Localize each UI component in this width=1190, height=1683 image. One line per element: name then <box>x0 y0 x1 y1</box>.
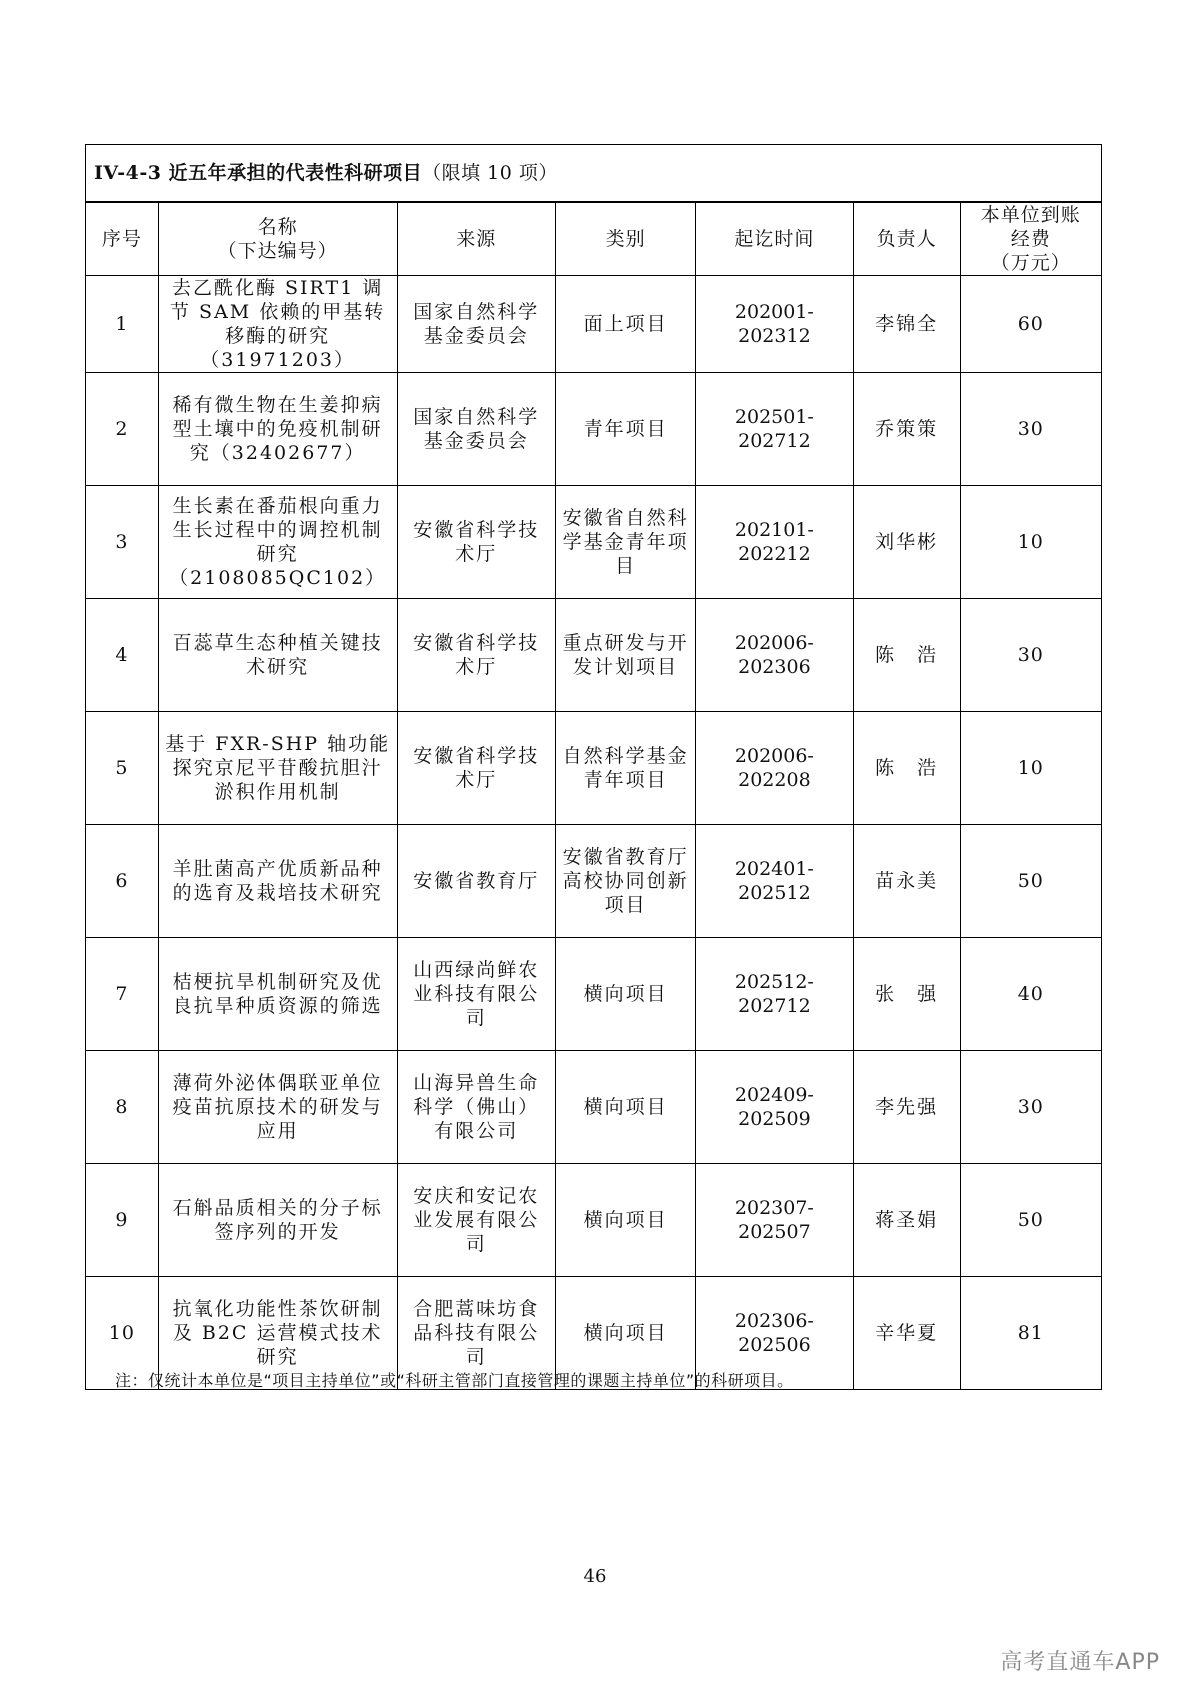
cell-funding: 30 <box>960 373 1101 486</box>
table-row <box>86 373 1102 486</box>
cell-source: 安徽省教育厅 <box>397 825 555 938</box>
cell-leader: 张 强 <box>853 938 960 1051</box>
cell-name: 桔梗抗旱机制研究及优良抗旱种质资源的筛选 <box>158 938 397 1051</box>
header-name <box>158 202 397 276</box>
footnote: 注：仅统计本单位是“项目主持单位”或“科研主管部门直接管理的课题主持单位”的科研项目。 <box>115 1371 794 1390</box>
cell-source: 山海异兽生命科学（佛山）有限公司 <box>397 1051 555 1164</box>
cell-seq: 4 <box>86 599 159 712</box>
cell-period: 202006-202306 <box>696 599 853 712</box>
cell-source: 国家自然科学基金委员会 <box>397 276 555 373</box>
cell-seq: 6 <box>86 825 159 938</box>
cell-source: 安庆和安记农业发展有限公司 <box>397 1164 555 1277</box>
cell-leader: 刘华彬 <box>853 486 960 599</box>
cell-leader: 陈 浩 <box>853 712 960 825</box>
cell-source: 国家自然科学基金委员会 <box>397 373 555 486</box>
cell-funding: 50 <box>960 825 1101 938</box>
table-title <box>86 145 1102 203</box>
header-name-line2: （下达编号） <box>217 240 338 262</box>
header-row <box>86 202 1102 276</box>
cell-funding: 10 <box>960 486 1101 599</box>
cell-funding: 30 <box>960 1051 1101 1164</box>
header-name-line1: 名称 <box>257 216 298 238</box>
cell-category: 横向项目 <box>555 1277 695 1390</box>
cell-seq: 2 <box>86 373 159 486</box>
cell-category: 横向项目 <box>555 1164 695 1277</box>
header-category: 类别 <box>555 202 695 276</box>
cell-seq: 10 <box>86 1277 159 1390</box>
cell-name: 抗氧化功能性茶饮研制及 B2C 运营模式技术研究 <box>158 1277 397 1390</box>
cell-seq: 3 <box>86 486 159 599</box>
header-seq: 序号 <box>86 202 159 276</box>
cell-funding: 30 <box>960 599 1101 712</box>
cell-period: 202501-202712 <box>696 373 853 486</box>
section-code: IV-4-3 <box>94 162 162 184</box>
table-row <box>86 599 1102 712</box>
cell-period: 202001-202312 <box>696 276 853 373</box>
cell-seq: 9 <box>86 1164 159 1277</box>
table-row <box>86 712 1102 825</box>
cell-seq: 8 <box>86 1051 159 1164</box>
cell-name: 薄荷外泌体偶联亚单位疫苗抗原技术的研发与应用 <box>158 1051 397 1164</box>
cell-seq: 5 <box>86 712 159 825</box>
header-leader: 负责人 <box>853 202 960 276</box>
cell-leader: 辛华夏 <box>853 1277 960 1390</box>
cell-leader: 苗永美 <box>853 825 960 938</box>
cell-name: 羊肚菌高产优质新品种的选育及栽培技术研究 <box>158 825 397 938</box>
cell-category: 重点研发与开发计划项目 <box>555 599 695 712</box>
watermark: 高考直通车APP <box>1000 1650 1160 1675</box>
cell-period: 202307-202507 <box>696 1164 853 1277</box>
cell-category: 安徽省教育厅高校协同创新项目 <box>555 825 695 938</box>
cell-category: 安徽省自然科学基金青年项目 <box>555 486 695 599</box>
header-funding-line2: 经费 <box>1010 228 1051 250</box>
cell-name: 生长素在番茄根向重力生长过程中的调控机制研究（2108085QC102） <box>158 486 397 599</box>
header-funding <box>960 202 1101 276</box>
cell-funding: 81 <box>960 1277 1101 1390</box>
cell-name: 稀有微生物在生姜抑病型土壤中的免疫机制研究（32402677） <box>158 373 397 486</box>
cell-period: 202306-202506 <box>696 1277 853 1390</box>
cell-category: 面上项目 <box>555 276 695 373</box>
cell-leader: 李先强 <box>853 1051 960 1164</box>
projects-table <box>85 144 1102 1390</box>
cell-period: 202512-202712 <box>696 938 853 1051</box>
cell-leader: 蒋圣娟 <box>853 1164 960 1277</box>
table-row <box>86 938 1102 1051</box>
cell-category: 青年项目 <box>555 373 695 486</box>
cell-category: 横向项目 <box>555 938 695 1051</box>
cell-source: 安徽省科学技术厅 <box>397 712 555 825</box>
table-row <box>86 276 1102 373</box>
cell-source: 合肥蒿味坊食品科技有限公司 <box>397 1277 555 1390</box>
cell-name: 去乙酰化酶 SIRT1 调节 SAM 依赖的甲基转移酶的研究（31971203） <box>158 276 397 373</box>
cell-period: 202401-202512 <box>696 825 853 938</box>
cell-name: 石斛品质相关的分子标签序列的开发 <box>158 1164 397 1277</box>
cell-source: 安徽省科学技术厅 <box>397 599 555 712</box>
cell-name: 基于 FXR-SHP 轴功能探究京尼平苷酸抗胆汁淤积作用机制 <box>158 712 397 825</box>
header-funding-line1: 本单位到账 <box>980 204 1081 226</box>
cell-funding: 50 <box>960 1164 1101 1277</box>
table-row <box>86 486 1102 599</box>
cell-funding: 10 <box>960 712 1101 825</box>
table-row <box>86 825 1102 938</box>
cell-category: 自然科学基金青年项目 <box>555 712 695 825</box>
cell-source: 安徽省科学技术厅 <box>397 486 555 599</box>
header-period: 起讫时间 <box>696 202 853 276</box>
cell-name: 百蕊草生态种植关键技术研究 <box>158 599 397 712</box>
cell-leader: 乔策策 <box>853 373 960 486</box>
cell-period: 202409-202509 <box>696 1051 853 1164</box>
cell-leader: 陈 浩 <box>853 599 960 712</box>
cell-period: 202101-202212 <box>696 486 853 599</box>
cell-category: 横向项目 <box>555 1051 695 1164</box>
cell-funding: 60 <box>960 276 1101 373</box>
cell-source: 山西绿尚鲜农业科技有限公司 <box>397 938 555 1051</box>
cell-seq: 7 <box>86 938 159 1051</box>
table-row <box>86 1051 1102 1164</box>
cell-period: 202006-202208 <box>696 712 853 825</box>
page-number: 46 <box>583 1566 607 1587</box>
cell-seq: 1 <box>86 276 159 373</box>
section-title: 近五年承担的代表性科研项目 <box>161 162 423 184</box>
header-source: 来源 <box>397 202 555 276</box>
table-row <box>86 1164 1102 1277</box>
cell-funding: 40 <box>960 938 1101 1051</box>
section-hint: （限填 10 项） <box>422 162 558 184</box>
cell-leader: 李锦全 <box>853 276 960 373</box>
header-funding-line3: （万元） <box>990 252 1071 274</box>
